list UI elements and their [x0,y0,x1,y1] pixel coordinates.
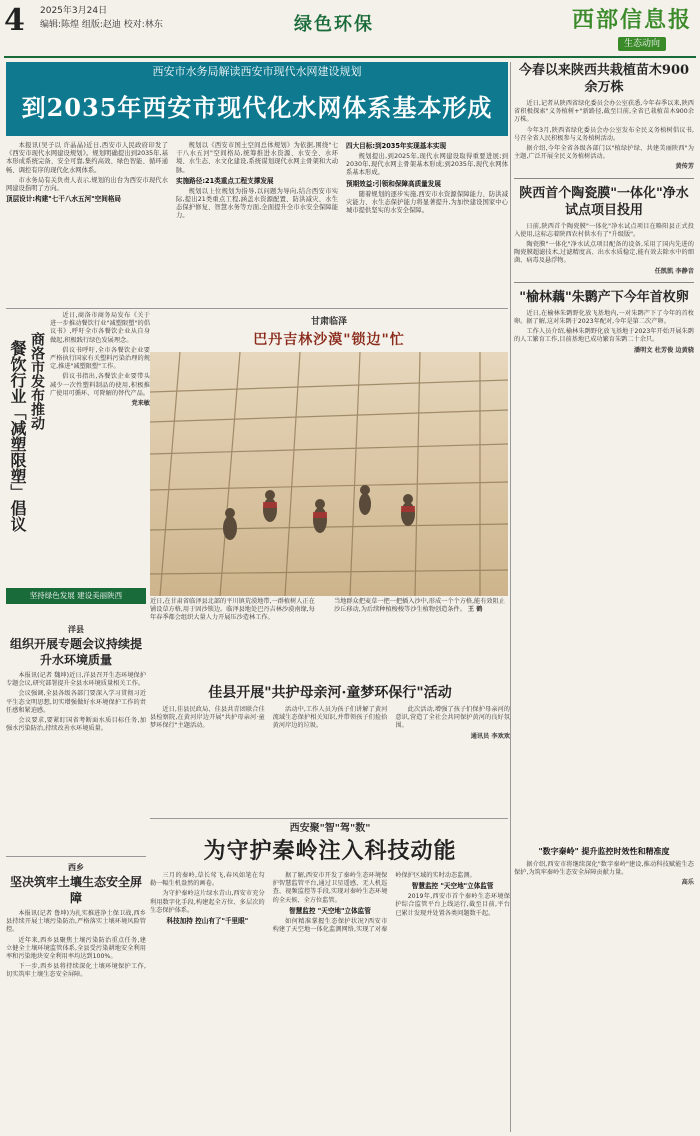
shangluo-body [50,312,150,582]
photo-caption-right [334,598,508,614]
byline: 高乐 [681,879,694,887]
article-paragraph: 今年3月,陕西省绿化委员会办公室发布全民义务植树倡议书,号召全省人民积极参与义务植树活动。 [514,126,694,142]
crested-ibis-body [514,310,694,355]
column-divider [510,62,511,1132]
article-paragraph: 本报讯(记者 魏坤)近日,洋县召开生态环境保护专题会议,研究部署提升全县水环境质量相关工作。 [6,672,146,688]
shangluo-headline [6,312,46,582]
article-paragraph: 如何精准掌握生态保护状况?西安市构建了天空地一体化监测网络,实现了对秦岭保护区域的实时动态监测。 [272,872,476,934]
jiaxian-headline: 佳县开展"共护母亲河·童梦环保行"活动 [208,685,452,701]
tree-planting-body [514,100,694,172]
article-paragraph: 会议强调,全县各级各部门要深入学习贯彻习近平生态文明思想,切实增强做好水环境保护工作的责任感和紧迫感。 [6,690,146,714]
article-paragraph: 活动中,工作人员为孩子们讲解了黄河流域生态保护相关知识,并带领孩子们捡拾黄河岸边的垃圾。 [272,706,388,730]
crested-ibis-headline: "榆林藕"朱鹮产下今年首枚卵 [519,289,689,305]
lead-kicker: 西安市水务局解读西安市现代水网建设规划 [6,62,508,82]
lead-paragraph: 规划以《西安市国土空间总体规划》为依据,围绕"七干八水五河"空间格局,统筹推进水资源、水安全、水环境、水生态、水文化建设,系统谋划现代水网主骨架和大动脉。 [176,142,338,174]
lead-headline: 到2035年西安市现代化水网体系基本形成 [6,82,508,136]
yangxian-kicker: 洋县 [68,625,84,634]
article-paragraph: 据了解,西安市开发了秦岭生态环境保护智慧监管平台,通过卫星遥感、无人机巡查、视频监控等手段,实现对秦岭生态环境的全天候、全方位监管。 [272,872,388,904]
article-paragraph: 近年来,西乡县聚焦土壤污染防治重点任务,建立健全土壤环境监管体系,全县受污染耕地安全利用率和污染地块安全利用率均达到100%。 [6,936,146,961]
divider [514,178,694,179]
byline: 党来敏 [131,400,150,408]
article-paragraph: 三月的秦岭,草长莺飞,春风如笔在勾勒一幅生机盎然的画卷。 [150,872,265,888]
lead-body [6,142,508,306]
article-paragraph: 近日,在榆林朱鹮野化放飞基地内,一对朱鹮产下了今年的首枚卵。据了解,这对朱鹮于2023年配对,今年是第二次产卵。 [514,309,694,326]
article-paragraph: 近日,商洛市商务局发布《关于进一步推动餐饮行业"减塑限塑"的倡议书》,呼吁全市各餐饮企业从自身做起,积极践行绿色发展理念。 [50,312,150,344]
article-paragraph: 工作人员介绍,榆林朱鹮野化放飞基地于2023年开始开展朱鹮的人工繁育工作,目前基地已成功繁育朱鹮二十余只。 [514,328,694,344]
lead-paragraph: 规划以上位规划为指导,以问题为导向,结合西安市实际,提出21类重点工程,涵盖水资源配置、防洪减灾、水生态保护修复、智慧水务等方面,全面提升全市水安全保障能力。 [176,187,338,220]
divider [6,856,146,857]
byline: 通讯员 李欢欢 [470,732,510,740]
lead-paragraph: 随着规划的逐步实施,西安市水资源保障能力、防洪减灾能力、水生态保护能力将显著提升,为加快建设国家中心城市提供坚实的水安全保障。 [346,190,508,215]
article-paragraph: 下一步,西乡县将持续深化土壤环境保护工作,切实筑牢土壤生态安全屏障。 [6,963,146,979]
photo-kicker: 甘肃临泽 [310,317,347,327]
qinling-subhead: 智慧监控 "天空地"立体监管 [289,906,371,915]
shangluo-main-title: 餐饮行业「减塑限塑」倡议 [8,340,27,532]
section-title: 绿色环保 [294,14,374,35]
article-paragraph: 近日,记者从陕西省绿化委员会办公室获悉,今年春季以来,陕西省积极探索"义务植树+"新路径,截至目前,全省已栽植苗木900余万株。 [514,100,694,124]
article-paragraph: 据介绍,今年全省各级各部门以"植绿护绿、共建美丽陕西"为主题,广泛开展全民义务植树活动。 [514,145,694,161]
desert-photo-story [150,316,508,621]
right-column-top [514,62,694,355]
xixiang-headline: 坚决筑牢土壤生态安全屏障 [9,875,142,905]
desert-workers-photo [150,352,508,596]
slogan-banner: 坚持绿色发展 建设美丽陕西 [6,588,146,604]
photo-headline: 巴丹吉林沙漠"锁边"忙 [253,332,405,348]
divider [514,282,694,283]
newspaper-logo: 西部信息报 [571,7,692,33]
article-paragraph: 陶瓷膜"一体化"净水试点项目配备的设备,采用了国内先进的陶瓷膜超滤技术,过滤精度高、出水水质稳定,能有效去除水中的细菌、病毒及悬浮物。 [514,241,694,265]
photo-credit: 王 鹤 [467,606,483,613]
tree-planting-headline: 今春以来陕西共栽植苗木900余万株 [518,63,690,95]
yangxian-story [6,624,146,735]
divider [150,818,508,819]
qinling-body [150,872,510,934]
ceramic-membrane-headline: 陕西首个陶瓷膜"一体化"净水试点项目投用 [519,185,689,218]
page-number: 4 [4,3,25,38]
lead-paragraph: 市水务局有关负责人表示,规划的出台为西安市现代水网建设指明了方向。 [6,176,168,193]
ceramic-membrane-body [514,223,694,276]
article-paragraph: 此次活动,增强了孩子们保护母亲河的意识,营造了全社会共同保护黄河的良好氛围。 [395,706,510,730]
byline: 任凯凯 李静音 [654,267,694,275]
caption-text: 当地群众把麦草一把一把插入沙中,形成一个个方格,能有效阻止沙丘移动,为后续种植梭梭等沙生植物创造条件。 [334,598,505,613]
qinling-kicker: 西安聚"智"驾"数" [289,823,371,834]
article-paragraph: 日前,陕西首个陶瓷膜"一体化"净水试点项目在略阳县正式投入使用,这标志着陕西农村供水有了"升级版"。 [514,222,694,238]
article-paragraph: 据介绍,西安市将继续深化"数字秦岭"建设,推动科技赋能生态保护,为筑牢秦岭生态安全屏障贡献力量。 [514,861,694,877]
logo-tag: 生态动向 [618,37,666,51]
qinling-continued-body [514,846,694,888]
masthead [4,2,696,58]
jiaxian-story [150,684,510,741]
article-paragraph: 2019年,西安市首个秦岭生态环境保护综合监管平台上线运行,截至目前,平台已累计发现并处置各类问题数千起。 [395,893,510,917]
yangxian-headline: 组织开展专题会议持续提升水环境质量 [9,637,142,667]
qinling-subhead: 智慧监控 "天空地"立体监管 [411,882,494,891]
qinling-subhead: 科技加持 控山有了"千里眼" [166,917,249,926]
byline: 黄传芳 [675,163,694,171]
photo-caption-left: 近日,在甘肃省临泽县北部的平川镇荒漠地带,一群植树人正在铺设草方格,用于固沙锁边。临泽县地处巴丹吉林沙漠南缘,每年春季都会组织大量人力开展压沙造林工作。 [150,598,315,621]
lead-subhead: 预期效益:引领和保障高质量发展 [346,179,441,188]
lead-subhead: 四大目标:到2035年实现基本实现 [346,142,447,150]
lead-story [6,62,508,306]
divider [6,308,508,309]
lead-paragraph: 规划提出,到2025年,现代水网建设取得重要进展;到2030年,现代水网主骨架基本形成;到2035年,现代水网体系基本形成。 [346,153,508,177]
shangluo-sub-title: 商洛市发布推动 [29,332,45,430]
article-paragraph: 会议要求,要紧盯国省考断面水质目标任务,加强水污染防治,持续改善水环境质量。 [6,717,146,733]
jiaxian-body [150,706,510,741]
yangxian-body [6,672,146,733]
xixiang-story [6,862,146,982]
xixiang-body [6,910,146,980]
qinling-headline: 为守护秦岭注入科技动能 [203,838,457,864]
issue-date: 2025年3月24日 [40,6,108,16]
lead-subhead: 实施路径:21类重点工程支撑发展 [176,176,274,185]
lead-paragraph: 本报讯(吴子以 许晶晶)近日,西安市人民政府印发了《西安市现代水网建设规划》。规划明确提出到2035年,基本形成系统完备、安全可靠,集约高效、绿色智能、循环通畅、调控有序的现代化水网体系。 [6,142,168,174]
qinling-continued [514,842,694,888]
article-paragraph: 本报讯(记者 鲁坤)为扎实推进净土保卫战,西乡县持续开展土壤污染防治,严格落实土壤环境风险管控。 [6,910,146,934]
qinling-subhead: "数字秦岭" 提升监控时效性和精准度 [538,847,670,856]
article-paragraph: 倡议书指出,各餐饮企业要带头减少一次性塑料制品的使用,积极推广使用可循环、可降解的替代产品。 [50,373,150,397]
lead-subhead: 顶层设计:构建"七干八水五河"空间格局 [6,195,122,204]
xixiang-kicker: 西乡 [68,863,84,872]
byline: 潘明文 杜芳俊 边黄骁 [634,346,694,354]
editor-credits: 编辑:陈煌 组版:赵迪 校对:林东 [40,20,163,30]
article-paragraph: 为守护秦岭这片绿水青山,西安市充分利用数字化手段,构建起全方位、多层次的生态保护体系。 [150,890,265,914]
qinling-story [150,822,510,934]
article-paragraph: 倡议书呼吁,全市各餐饮企业要严格执行国家有关塑料污染治理的规定,推进"减塑限塑"工作。 [50,346,150,371]
article-paragraph: 近日,佳县民政局、佳县共青团联合佳县检察院,在黄河岸边开展"共护母亲河·童梦环保行"主题活动。 [150,706,265,730]
